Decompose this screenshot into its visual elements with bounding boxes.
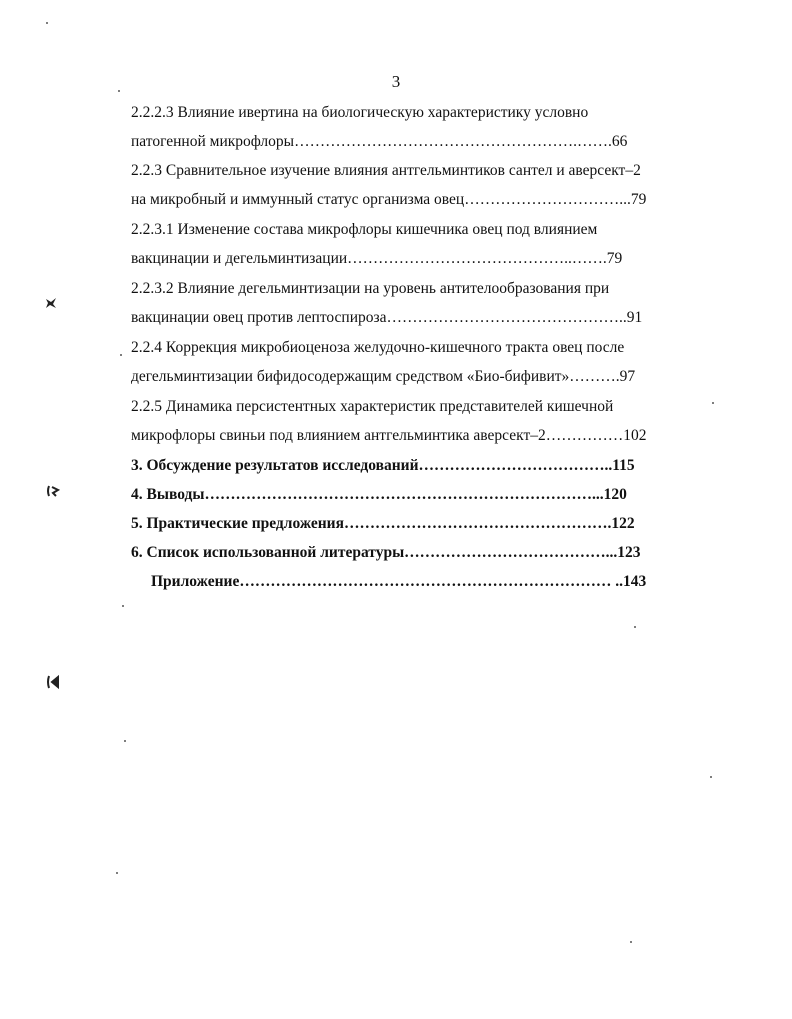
toc-entry-2-2-4-line-2: дегельминтизации бифидосодержащим средством «Био-бифивит»……….97 [131,368,636,385]
scan-dot [630,941,632,943]
toc-entry-4: 4. Выводы…………………………………………………………………...120 [131,486,627,503]
toc-entry-2-2-3-2-line-1: 2.2.3.2 Влияние дегельминтизации на уровень антителообразования при [131,280,610,297]
scan-dot [46,22,48,24]
scan-speck-1 [44,296,58,310]
scan-dot [710,776,712,778]
scan-dot [634,626,636,628]
scan-speck-3 [46,674,60,690]
toc-entry-2-2-2-3-line-2: патогенной микрофлоры……………………………………………….…….66 [131,133,628,150]
toc-entry-3: 3. Обсуждение результатов исследований………………………………..115 [131,457,635,474]
scan-dot [124,740,126,742]
page-number: 3 [391,72,401,91]
scan-dot [118,90,120,92]
toc-entry-2-2-5-line-1: 2.2.5 Динамика персистентных характеристик представителей кишечной [131,398,614,415]
toc-entry-2-2-3-line-2: на микробный и иммунный статус организма овец…………………………...79 [131,191,647,208]
scan-speck-2 [46,484,62,498]
toc-entry-2-2-3-1-line-1: 2.2.3.1 Изменение состава микрофлоры кишечника овец под влиянием [131,221,598,238]
scan-dot [122,605,124,607]
toc-entry-2-2-3-2-line-2: вакцинации овец против лептоспироза………………………………………..91 [131,309,643,326]
scan-dot [116,872,118,874]
toc-entry-2-2-3-1-line-2: вакцинации и дегельминтизации……………………………………..…….79 [131,250,623,267]
toc-entry-5: 5. Практические предложения…………………………………………….122 [131,515,635,532]
scan-dot [120,354,122,356]
toc-entry-2-2-4-line-1: 2.2.4 Коррекция микробиоценоза желудочно-кишечного тракта овец после [131,339,625,356]
toc-entry-6: 6. Список использованной литературы…………………………………...123 [131,544,641,561]
toc-entry-appendix: Приложение……………………………………………………………… ..143 [151,573,647,590]
scan-dot [712,402,714,404]
toc-entry-2-2-2-3-line-1: 2.2.2.3 Влияние ивертина на биологическую характеристику условно [131,104,589,121]
toc-entry-2-2-3-line-1: 2.2.3 Сравнительное изучение влияния антгельминтиков сантел и аверсект–2 [131,162,641,179]
toc-entry-2-2-5-line-2: микрофлоры свиньи под влиянием антгельминтика аверсект–2……………102 [131,427,647,444]
